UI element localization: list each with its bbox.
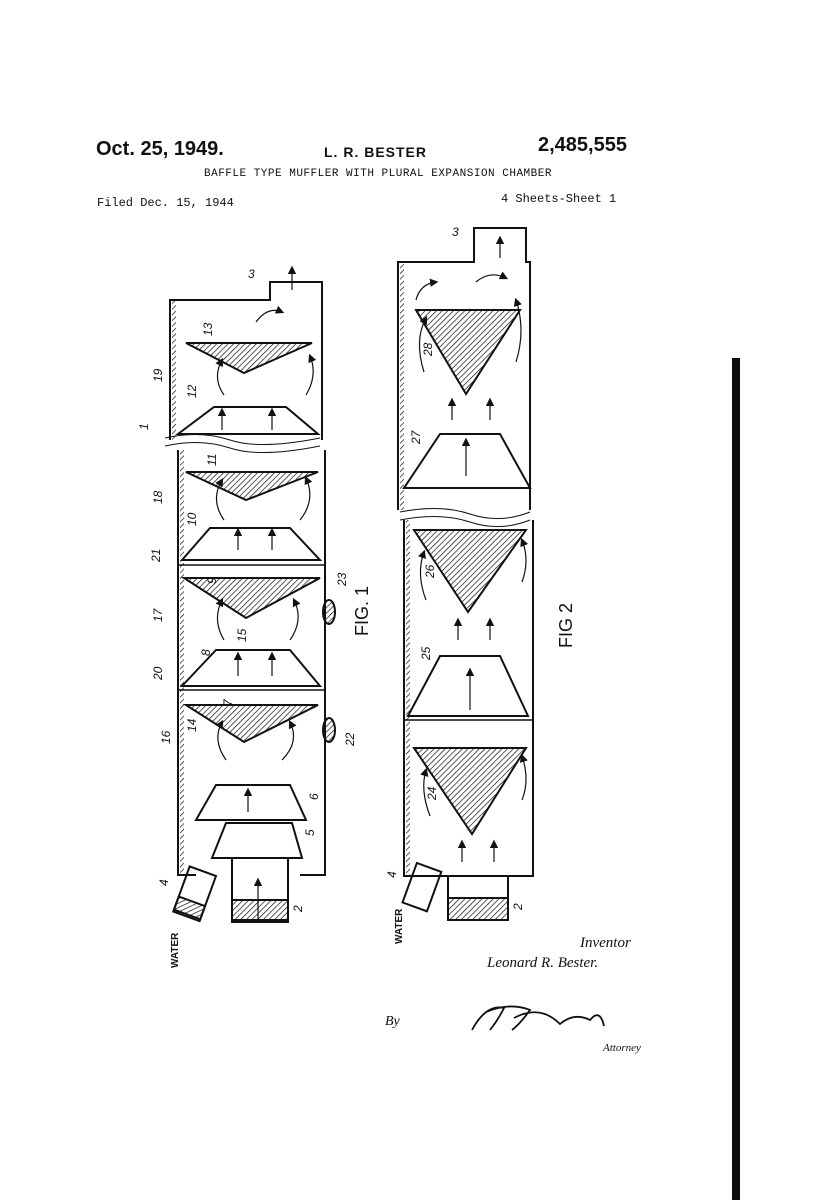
- ref-14: 14: [185, 718, 199, 732]
- ref-20: 20: [151, 666, 165, 680]
- ref-10: 10: [185, 512, 199, 526]
- patent-date: Oct. 25, 1949.: [96, 138, 224, 160]
- ref-1: 1: [137, 423, 151, 430]
- ref-13: 13: [201, 322, 215, 336]
- figure-2: [398, 228, 533, 920]
- water-label-fig2: WATER: [394, 908, 405, 944]
- ref-25: 25: [419, 646, 433, 660]
- ref-28: 28: [421, 342, 435, 356]
- patent-number: 2,485,555: [538, 134, 627, 156]
- ref-3: 3: [248, 267, 255, 281]
- ref-4: 4: [157, 879, 171, 886]
- attorney-label: Attorney: [603, 1042, 641, 1054]
- fig2-label: FIG 2: [556, 602, 576, 648]
- ref-3-fig2: 3: [452, 225, 459, 239]
- water-label-fig1: WATER: [170, 932, 181, 968]
- filed-date: Filed Dec. 15, 1944: [97, 196, 234, 210]
- patent-title: BAFFLE TYPE MUFFLER WITH PLURAL EXPANSION CHAMBER: [204, 168, 552, 180]
- ref-21: 21: [149, 548, 163, 562]
- ref-7: 7: [221, 699, 235, 706]
- ref-6: 6: [307, 793, 321, 800]
- ref-5: 5: [303, 829, 317, 836]
- ref-2: 2: [291, 905, 305, 912]
- ref-18: 18: [151, 490, 165, 504]
- ref-4-fig2: 4: [385, 871, 399, 878]
- ref-15: 15: [235, 628, 249, 642]
- ref-27: 27: [409, 430, 423, 444]
- ref-8: 8: [199, 649, 213, 656]
- inventor-short-name: L. R. BESTER: [324, 144, 428, 160]
- attorney-signature: [472, 1006, 604, 1030]
- sheet-count: 4 Sheets-Sheet 1: [501, 192, 617, 206]
- ref-26: 26: [423, 564, 437, 578]
- ref-11: 11: [205, 453, 219, 466]
- ref-19: 19: [151, 368, 165, 382]
- ref-22: 22: [343, 732, 357, 746]
- ref-24: 24: [425, 786, 439, 800]
- fig1-label: FIG. 1: [352, 585, 372, 636]
- ref-9: 9: [205, 577, 219, 584]
- figure-1: [165, 268, 335, 922]
- by-label: By: [385, 1014, 400, 1029]
- inventor-label: Inventor: [580, 935, 631, 951]
- ref-12: 12: [185, 384, 199, 398]
- scan-edge-bar: [732, 358, 740, 1200]
- ref-17: 17: [151, 608, 165, 622]
- ref-23: 23: [335, 572, 349, 586]
- ref-16: 16: [159, 730, 173, 744]
- inventor-name: Leonard R. Bester.: [487, 955, 599, 971]
- ref-2-fig2: 2: [511, 903, 525, 910]
